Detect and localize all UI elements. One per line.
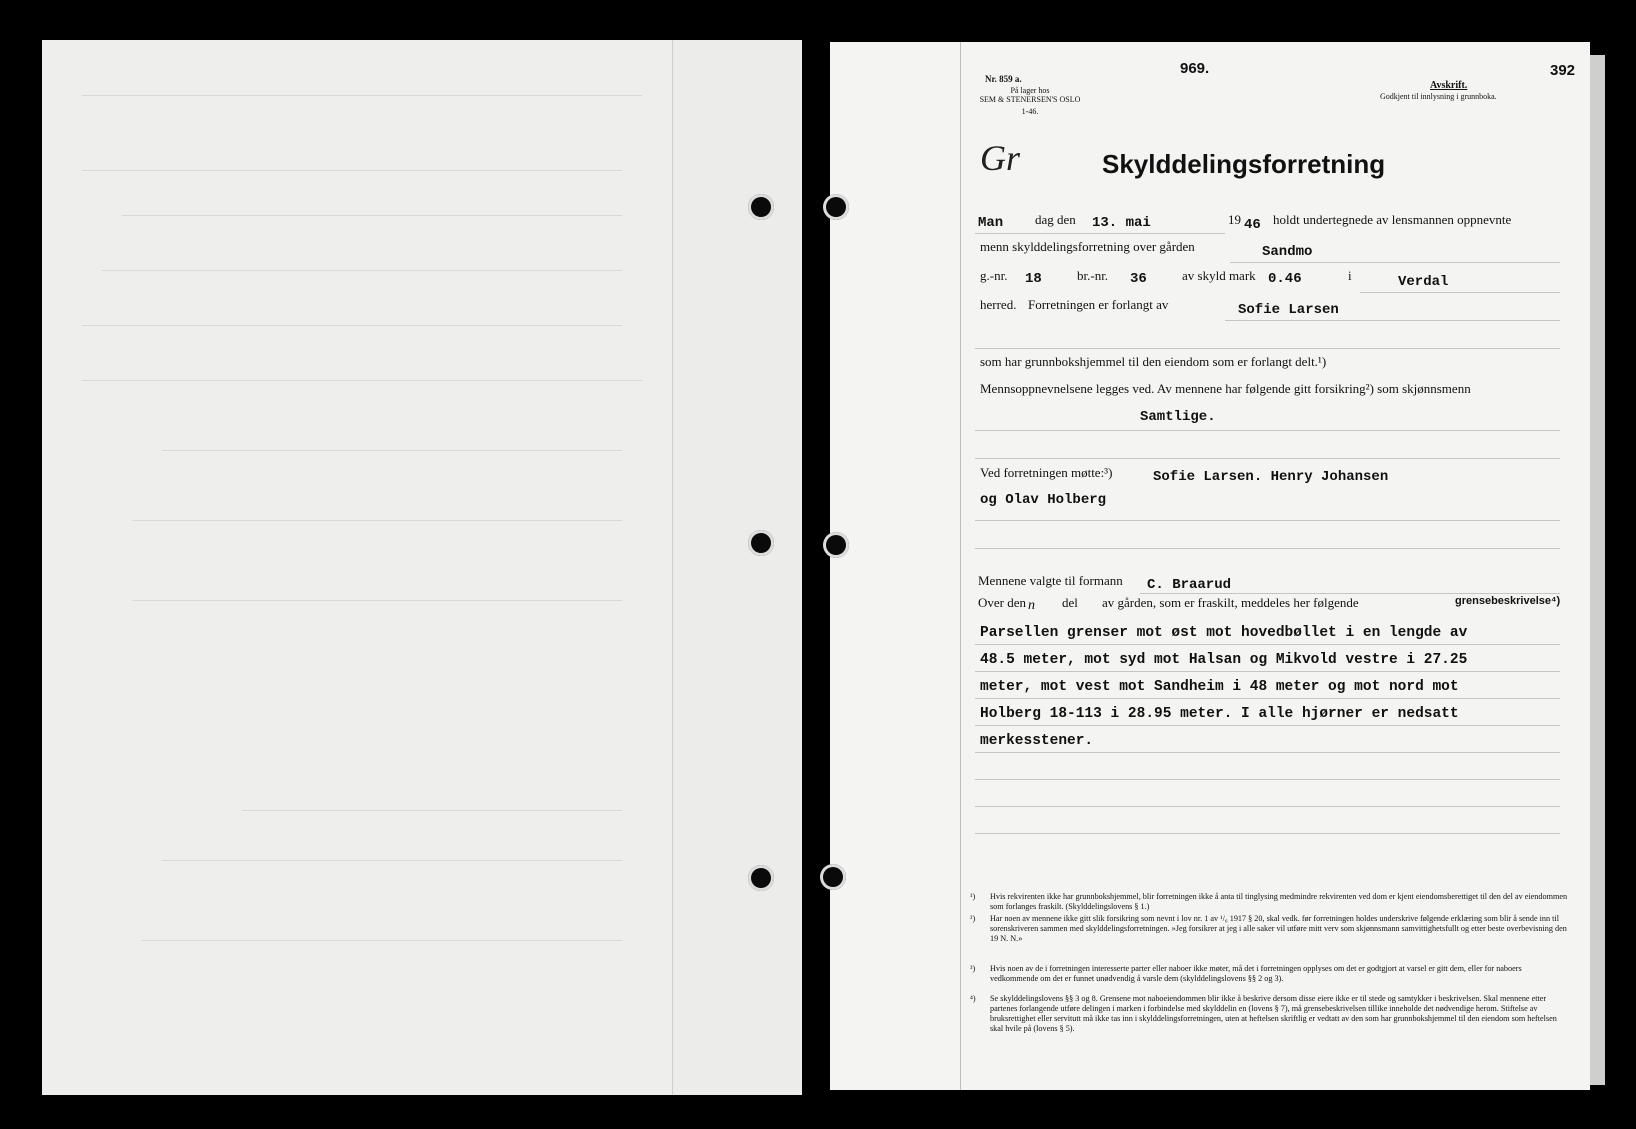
- publisher-line: SEM & STENERSEN'S OSLO: [979, 95, 1081, 104]
- form-line: [975, 548, 1560, 549]
- municipality-prefix: i: [1348, 268, 1352, 283]
- herred-label: herred.: [980, 297, 1017, 312]
- footnote-mark: ⁴): [970, 994, 976, 1003]
- form-line: [975, 233, 1225, 234]
- copy-note: Godkjent til innlysning i grunnboka.: [1380, 92, 1497, 101]
- faint-line: [242, 810, 622, 811]
- boundary-label: grensebeskrivelse⁴): [1455, 595, 1561, 607]
- faint-line: [162, 860, 622, 861]
- present-value-continued: og Olav Holberg: [980, 492, 1107, 508]
- margin-line: [960, 42, 961, 1090]
- bnr-value: 36: [1130, 271, 1147, 287]
- page-number: 392: [1550, 62, 1576, 79]
- handwritten-letter: n: [1028, 598, 1035, 613]
- date-value: 13. mai: [1092, 215, 1151, 231]
- footnote-text: Hvis noen av de i forretningen interesserte parter eller naboer ikke møter, må det i forretningen opplyses om det er godtgjort at varsel er gitt dem, eller for naboers vedkommende om det er funnet unødvendig å varsle dem (skylddelingslovens §§ 2 og 3).: [990, 964, 1522, 983]
- requested-by: Sofie Larsen: [1238, 302, 1339, 318]
- faint-line: [82, 170, 622, 171]
- over-label: Over den: [978, 595, 1027, 610]
- farm-label: menn skylddelingsforretning over gården: [980, 239, 1195, 254]
- form-line: [1230, 262, 1560, 263]
- form-line: [975, 698, 1560, 699]
- weekday-value: Man: [978, 215, 1004, 231]
- footnote-mark: ³): [970, 964, 976, 973]
- skyld-label: av skyld mark: [1182, 268, 1256, 283]
- copy-label: Avskrift.: [1430, 80, 1468, 91]
- faint-line: [132, 520, 622, 521]
- form-line: [975, 458, 1560, 459]
- binding-hole: [823, 194, 849, 220]
- binding-hole: [748, 530, 774, 556]
- form-line: [975, 806, 1560, 807]
- publisher-line: På lager hos: [1010, 86, 1050, 95]
- form-line: [1140, 593, 1560, 594]
- binding-hole: [748, 194, 774, 220]
- farm-name: Sandmo: [1262, 244, 1313, 260]
- faint-line: [122, 215, 622, 216]
- faint-line: [132, 600, 622, 601]
- form-line: [975, 779, 1560, 780]
- requested-label: Forretningen er forlangt av: [1028, 297, 1169, 312]
- form-line: [975, 348, 1560, 349]
- gnr-value: 18: [1025, 271, 1042, 287]
- faint-line: [102, 270, 622, 271]
- oath-value: Samtlige.: [1140, 409, 1216, 425]
- over-text: av gården, som er fraskilt, meddeles her følgende: [1102, 595, 1359, 610]
- binding-hole: [748, 865, 774, 891]
- municipality-value: Verdal: [1398, 274, 1449, 290]
- document-title: Skylddelingsforretning: [1102, 149, 1386, 179]
- chair-value: C. Braarud: [1147, 577, 1232, 593]
- faint-line: [82, 95, 642, 96]
- bnr-label: br.-nr.: [1077, 268, 1109, 283]
- del-label: del: [1062, 595, 1078, 610]
- year-prefix: 19: [1228, 212, 1241, 227]
- form-line: [975, 725, 1560, 726]
- form-line: [975, 430, 1560, 431]
- entry-number: 969.: [1180, 60, 1210, 77]
- footnote-text: Se skylddelingslovens §§ 3 og 8. Grensene mot naboeiendommen blir ikke å beskrive dersom disse eiere ikke er til stede og samtykker i beskrivelsen. Skal mennene etter partenes forlangende utføre delingen i marken i forbindelse med skylddelin en (lovens § 7), må grensebeskrivelsen tillike inneholde det nødvendige herom. Stiftelse av bruksrettighet eller servitutt må ikke tas inn i skylddelingsforretningen, uten at heftelsen skriftlig er vedtatt av den som har grunnbokshjemmel til den eiendom som heftelsen skal hvile på (lovens § 5).: [990, 994, 1557, 1033]
- publisher-line: 1-46.: [1021, 107, 1039, 116]
- boundary-description: Parsellen grenser mot øst mot hovedbøllet i en lengde av 48.5 meter, mot syd mot Halsan og Mikvold vestre i 27.25 meter, mot vest mot Sandheim i 48 meter og mot nord mot Holberg 18-113 i 28.95 meter. I alle hjørner er nedsatt merkesstener.: [980, 625, 1468, 749]
- oath-text: Mennsoppnevnelsene legges ved. Av mennene har følgende gitt forsikring²) som skjønnsmenn: [980, 381, 1471, 396]
- faint-line: [142, 940, 622, 941]
- left-page: [42, 40, 802, 1095]
- year-value: 46: [1244, 217, 1261, 233]
- present-value: Sofie Larsen. Henry Johansen: [1153, 469, 1389, 485]
- left-page-text-area: [42, 40, 673, 1095]
- form-line: [975, 671, 1560, 672]
- faint-line: [82, 325, 622, 326]
- skyld-value: 0.46: [1268, 271, 1302, 287]
- form-line: [975, 520, 1560, 521]
- chair-label: Mennene valgte til formann: [978, 573, 1123, 588]
- footnote-mark: ¹): [970, 892, 976, 901]
- form-line: [1225, 320, 1560, 321]
- form-line: [1360, 292, 1560, 293]
- day-label: dag den: [1035, 212, 1076, 227]
- right-page: [830, 42, 1590, 1090]
- present-label: Ved forretningen møtte:³): [980, 465, 1113, 480]
- footnote-mark: ²): [970, 914, 976, 923]
- hjemmel-text: som har grunnbokshjemmel til den eiendom som er forlangt delt.¹): [980, 354, 1327, 369]
- form-line: [975, 644, 1560, 645]
- form-number: Nr. 859 a.: [985, 74, 1022, 84]
- faint-line: [82, 380, 642, 381]
- faint-line: [162, 450, 622, 451]
- form-line: [975, 752, 1560, 753]
- binding-hole: [820, 864, 846, 890]
- gnr-label: g.-nr.: [980, 268, 1008, 283]
- binding-hole: [823, 532, 849, 558]
- handwritten-initials: Gr: [980, 138, 1021, 178]
- intro-text: holdt undertegnede av lensmannen oppnevnte: [1273, 212, 1512, 227]
- footnote-text: Hvis rekvirenten ikke har grunnbokshjemmel, blir forretningen ikke å anta til tinglysing medmindre rekvirenten ved dom er kjent eiendomsberettiget til den del av eiendommen som forlanges fraskilt. (Skylddelingslovens § 1.): [990, 892, 1568, 911]
- footnote-text: Har noen av mennene ikke gitt slik forsikring som nevnt i lov nr. 1 av ¹/₆ 1917 § 20, skal vedk. før forretningen holdes underskrive følgende erklæring som blir å sende inn til sorenskriveren sammen med skylddelingsforretningen. »Jeg forsikrer at jeg i alle saker vil utføre mitt verv som skjønnsmann samvittighetsfullt og etter beste overbevisning den 19 N. N.»: [990, 914, 1567, 943]
- form-line: [975, 833, 1560, 834]
